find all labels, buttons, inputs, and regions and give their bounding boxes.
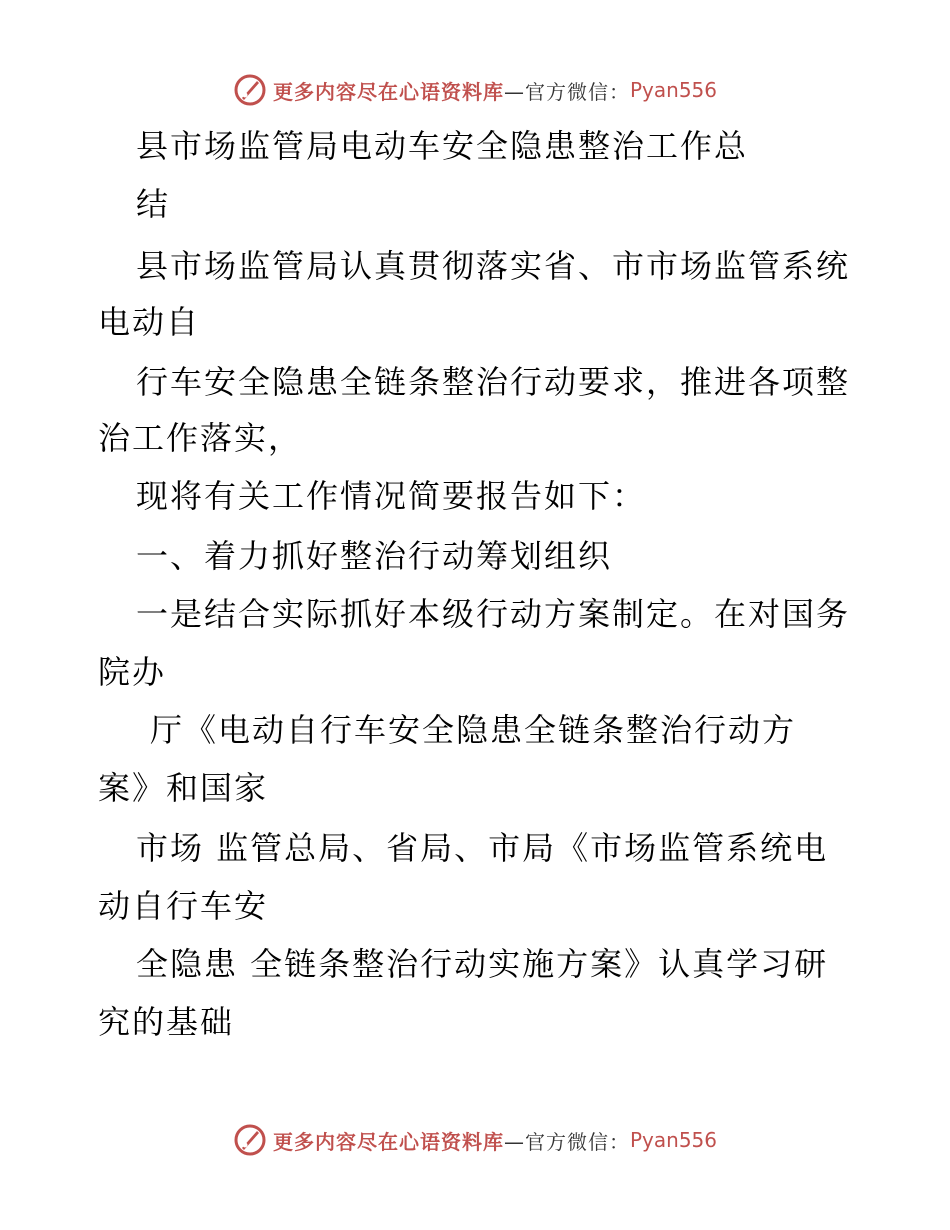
paragraph-line: 现将有关工作情况简要报告如下： (136, 477, 647, 515)
watermark-text-wechat: —官方微信： (503, 79, 630, 104)
paragraph-line: 行车安全隐患全链条整治行动要求，推进各项整 (136, 363, 851, 401)
doc-title-line-1: 县市场监管局电动车安全隐患整治工作总 (136, 127, 749, 165)
paragraph-line: 县市场监管局认真贯彻落实省、市市场监管系统 (136, 247, 851, 285)
paragraph-line: 究的基础 (98, 1003, 235, 1041)
watermark-text-main: 更多内容尽在心语资料库 (272, 1129, 504, 1154)
paragraph-line: 动自行车安 (98, 887, 269, 925)
paragraph-line: 治工作落实， (98, 419, 303, 457)
paragraph-line: 市场 监管总局、省局、市局《市场监管系统电 (136, 829, 829, 867)
footer-watermark (0, 1120, 950, 1160)
paragraph-line: 厅《电动自行车安全隐患全链条整治行动方 (150, 711, 797, 749)
watermark-text-main: 更多内容尽在心语资料库 (272, 79, 504, 104)
paragraph-line: 电动自 (98, 303, 201, 341)
quill-logo-icon (233, 1123, 267, 1157)
header-watermark (0, 70, 950, 110)
quill-logo-icon (233, 73, 267, 107)
watermark-text-wechat: —官方微信： (503, 1129, 630, 1154)
paragraph-line: 案》和国家 (98, 769, 269, 807)
doc-title-line-2: 结 (136, 185, 171, 223)
section-heading: 一、着力抓好整治行动筹划组织 (136, 537, 613, 575)
watermark-text-id: Pyan556 (629, 78, 717, 102)
paragraph-line: 院办 (98, 653, 167, 691)
watermark-text-id: Pyan556 (629, 1128, 717, 1152)
paragraph-line: 一是结合实际抓好本级行动方案制定。在对国务 (136, 595, 851, 633)
paragraph-line: 全隐患 全链条整治行动实施方案》认真学习研 (136, 945, 829, 983)
